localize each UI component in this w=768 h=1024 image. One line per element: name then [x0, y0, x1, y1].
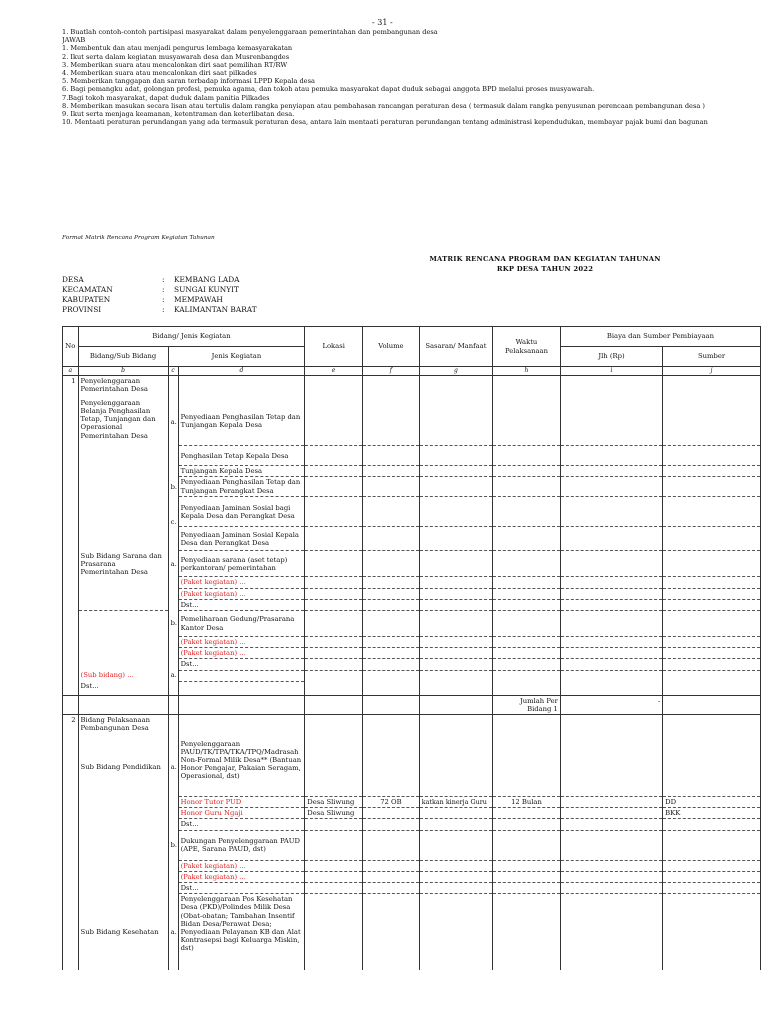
total-row — [63, 695, 761, 714]
text-line: 3. Memberikan suara atau mencalonkan diri saat pemilihan RT/RW — [62, 60, 288, 69]
text-line: JAWAB — [62, 36, 86, 45]
kegiatan-cell: Penyelenggaraan Pos Kesehatan Desa (PKD)/Polindes Milik Desa (Obat-obatan; Tambahan Insentif Bidan Desa/Perawat Desa; Penyediaan Pelayanan KB dan Alat Kontrasepsi bagi Keluarga Miskin, dst) — [178, 894, 305, 970]
table-row — [63, 637, 761, 648]
info-row — [62, 275, 257, 285]
jumlah-label: Jumlah Per Bidang 1 — [493, 695, 561, 714]
participation-answer-block — [62, 28, 762, 126]
header-biaya: Biaya dan Sumber Pembiayaan — [560, 327, 760, 347]
info-label: DESA — [62, 275, 84, 284]
header-waktu: Waktu Pelaksanaan — [493, 327, 561, 367]
header-sasaran: Sasaran/ Manfaat — [419, 327, 492, 367]
program-matrix-table — [62, 326, 761, 970]
location-info — [62, 275, 257, 315]
text-line: 4. Memberikan suara atau mencalonkan diri saat pilkades — [62, 68, 257, 77]
text-line: 6. Bagi pemangku adat, golongan profesi, pemuka agama, dan tokoh atau pemuka masyarakat dapat duduk sebagai anggota BPD melalui proses musyawarah. — [62, 85, 595, 94]
info-sep: : — [162, 275, 165, 284]
matrix-title-line: MATRIK RENCANA PROGRAM DAN KEGIATAN TAHUNAN — [429, 255, 661, 263]
table-row — [63, 398, 761, 446]
volume-cell: 72 OB — [363, 797, 420, 808]
table-row — [63, 681, 761, 695]
kegiatan-cell: Pemeliharaan Gedung/Prasarana Kantor Desa — [178, 611, 305, 637]
table-row — [63, 715, 761, 739]
table-row — [63, 466, 761, 477]
paket-kegiatan: (Paket kegiatan) ... — [178, 637, 305, 648]
table-row — [63, 376, 761, 398]
text-line: 7.Bagi tokoh masyarakat, dapat duduk dalam panitia Pilkades — [62, 93, 270, 102]
dst-cell: Dst... — [178, 883, 305, 894]
info-sep: : — [162, 295, 165, 304]
table-row — [63, 739, 761, 797]
info-row — [62, 295, 257, 305]
col-letter: i — [560, 367, 662, 376]
page-number: - 31 - — [372, 18, 393, 27]
item-letter: b. — [168, 830, 178, 860]
paket-kegiatan: (Paket kegiatan) ... — [178, 588, 305, 599]
col-letter: g — [419, 367, 492, 376]
table-row — [63, 497, 761, 527]
text-line: 1. Buatlah contoh-contoh partisipasi masyarakat dalam penyelenggaraan pemerintahan dan pembangunan desa — [62, 28, 438, 36]
header-bidang-sub: Bidang/Sub Bidang — [78, 347, 168, 367]
paket-kegiatan: (Paket kegiatan) ... — [178, 577, 305, 588]
item-letter: a. — [168, 551, 178, 577]
kegiatan-cell: Penyediaan Jaminan Sosial bagi Kepala Desa dan Perangkat Desa — [178, 497, 305, 527]
item-letter: a. — [168, 739, 178, 797]
info-value: MEMPAWAH — [174, 295, 223, 304]
info-label: KECAMATAN — [62, 285, 113, 294]
kegiatan-cell: Penghasilan Tetap Kepala Desa — [178, 446, 305, 466]
dst-cell: Dst... — [178, 599, 305, 610]
sub-bidang-cell: Penyelenggaraan Belanja Penghasilan Tetap, Tunjangan dan Operasional Pemerintahan Desa — [78, 398, 168, 551]
sub-bidang-cell: Sub Bidang Kesehatan — [78, 894, 168, 970]
item-letter: a. — [168, 398, 178, 446]
row-number: 1 — [63, 376, 79, 398]
sub-bidang-placeholder: (Sub bidang) ... — [78, 670, 168, 681]
table-row — [63, 860, 761, 871]
header-jlh: Jlh (Rp) — [560, 347, 662, 367]
table-row — [63, 797, 761, 808]
lokasi-cell: Desa Sliwung — [305, 797, 363, 808]
table-row — [63, 611, 761, 637]
col-letter: c — [168, 367, 178, 376]
item-letter: b. — [168, 477, 178, 497]
table-row — [63, 477, 761, 497]
table-row — [63, 883, 761, 894]
table-row — [63, 830, 761, 860]
header-lokasi: Lokasi — [305, 327, 363, 367]
table-row — [63, 648, 761, 659]
kegiatan-cell: Dukungan Penyelenggaraan PAUD (APE, Sarana PAUD, dst) — [178, 830, 305, 860]
info-value: KEMBANG LADA — [174, 275, 240, 284]
lokasi-cell: Desa Sliwung — [305, 808, 363, 819]
text-line: 1. Membentuk dan atau menjadi pengurus lembaga kemasyarakatan — [62, 44, 293, 53]
honor-item: Honor Guru Ngaji — [178, 808, 305, 819]
table-row — [63, 551, 761, 577]
bidang-cell: Bidang Pelaksanaan Pembangunan Desa — [78, 715, 168, 739]
kegiatan-cell: Penyediaan Penghasilan Tetap dan Tunjangan Kepala Desa — [178, 398, 305, 446]
table-row — [63, 819, 761, 830]
matrix-subtitle-line: RKP DESA TAHUN 2022 — [496, 265, 594, 273]
info-label: PROVINSI — [62, 305, 102, 314]
sasaran-cell: katkan kinerja Guru — [419, 797, 492, 808]
info-row — [62, 285, 257, 295]
paket-kegiatan: (Paket kegiatan) ... — [178, 860, 305, 871]
header-no: No — [63, 327, 79, 367]
col-letter: h — [493, 367, 561, 376]
col-letter: j — [663, 367, 761, 376]
col-letter: e — [305, 367, 363, 376]
col-letter: f — [363, 367, 420, 376]
table-row — [63, 670, 761, 681]
table-row — [63, 894, 761, 970]
item-letter: c. — [168, 497, 178, 527]
header-jenis: Jenis Kegiatan — [168, 347, 305, 367]
honor-item: Honor Tutor PUD — [178, 797, 305, 808]
info-row — [62, 305, 257, 315]
item-letter: a. — [168, 894, 178, 970]
info-value: SUNGAI KUNYIT — [174, 285, 239, 294]
dst-cell: Dst... — [78, 681, 168, 695]
item-letter: b. — [168, 611, 178, 637]
paket-kegiatan: (Paket kegiatan) ... — [178, 648, 305, 659]
jumlah-value: - — [560, 695, 662, 714]
sumber-cell: BKK — [663, 808, 761, 819]
info-sep: : — [162, 285, 165, 294]
col-letter: a — [63, 367, 79, 376]
table-row — [63, 527, 761, 551]
waktu-cell: 12 Bulan — [493, 797, 561, 808]
text-line: 10. Mentaati peraturan perundangan yang ada termasuk peraturan desa, antara lain mentaati peraturan perundangan tentang administrasi kependudukan, membayar pajak bumi dan bagunan — [62, 118, 708, 127]
kegiatan-cell: Penyediaan sarana (aset tetap) perkantoran/ pemerintahan — [178, 551, 305, 577]
table-row — [63, 588, 761, 599]
table-row — [63, 599, 761, 610]
paket-kegiatan: (Paket kegiatan) ... — [178, 871, 305, 882]
text-line: 5. Memberikan tanggapan dan saran terbadap informasi LPPD Kepala desa — [62, 77, 315, 86]
col-letter: d — [178, 367, 305, 376]
text-line: 2. Ikut serta dalam kegiatan musyawarah desa dan Musrenbangdes — [62, 52, 290, 61]
table-row — [63, 577, 761, 588]
header-sumber: Sumber — [663, 347, 761, 367]
header-volume: Volume — [363, 327, 420, 367]
format-label: Format Matrik Rencana Program Kegiatan Tahunan — [62, 235, 215, 241]
sumber-cell: DD — [663, 797, 761, 808]
item-letter: a. — [168, 670, 178, 681]
kegiatan-cell: Penyelenggaraan PAUD/TK/TPA/TKA/TPQ/Madrasah Non-Formal Milik Desa** (Bantuan Honor Pengajar, Pakaian Seragam, Operasional, dst) — [178, 739, 305, 797]
kegiatan-cell: Tunjangan Kepala Desa — [178, 466, 305, 477]
col-letter: b — [78, 367, 168, 376]
kegiatan-cell: Penyediaan Penghasilan Tetap dan Tunjangan Perangkat Desa — [178, 477, 305, 497]
header-bidang-jenis: Bidang/ Jenis Kegiatan — [78, 327, 305, 347]
dst-cell: Dst... — [178, 659, 305, 670]
info-sep: : — [162, 305, 165, 314]
matrix-title — [390, 254, 700, 274]
dst-cell: Dst... — [178, 819, 305, 830]
kegiatan-cell: Penyediaan Jaminan Sosial Kepala Desa dan Perangkat Desa — [178, 527, 305, 551]
bidang-cell: Penyelenggaraan Pemerintahan Desa — [78, 376, 168, 398]
table-row — [63, 808, 761, 819]
table-row — [63, 871, 761, 882]
table-row — [63, 446, 761, 466]
text-line: 8. Memberikan masukan secara lisan atau tertulis dalam rangka penyiapan atau pembahasan rancangan peraturan desa ( termasuk dalam rangka penyusunan perencaan pembangunan desa ) — [62, 101, 705, 110]
table-row — [63, 659, 761, 670]
row-number: 2 — [63, 715, 79, 739]
sub-bidang-cell: Sub Bidang Pendidikan — [78, 739, 168, 797]
info-value: KALIMANTAN BARAT — [174, 305, 257, 314]
sub-bidang-cell: Sub Bidang Sarana dan Prasarana Pemerintahan Desa — [78, 551, 168, 611]
info-label: KABUPATEN — [62, 295, 111, 304]
text-line: 9. Ikut serta menjaga keamanan, ketentraman dan keterlibatan desa. — [62, 109, 295, 118]
